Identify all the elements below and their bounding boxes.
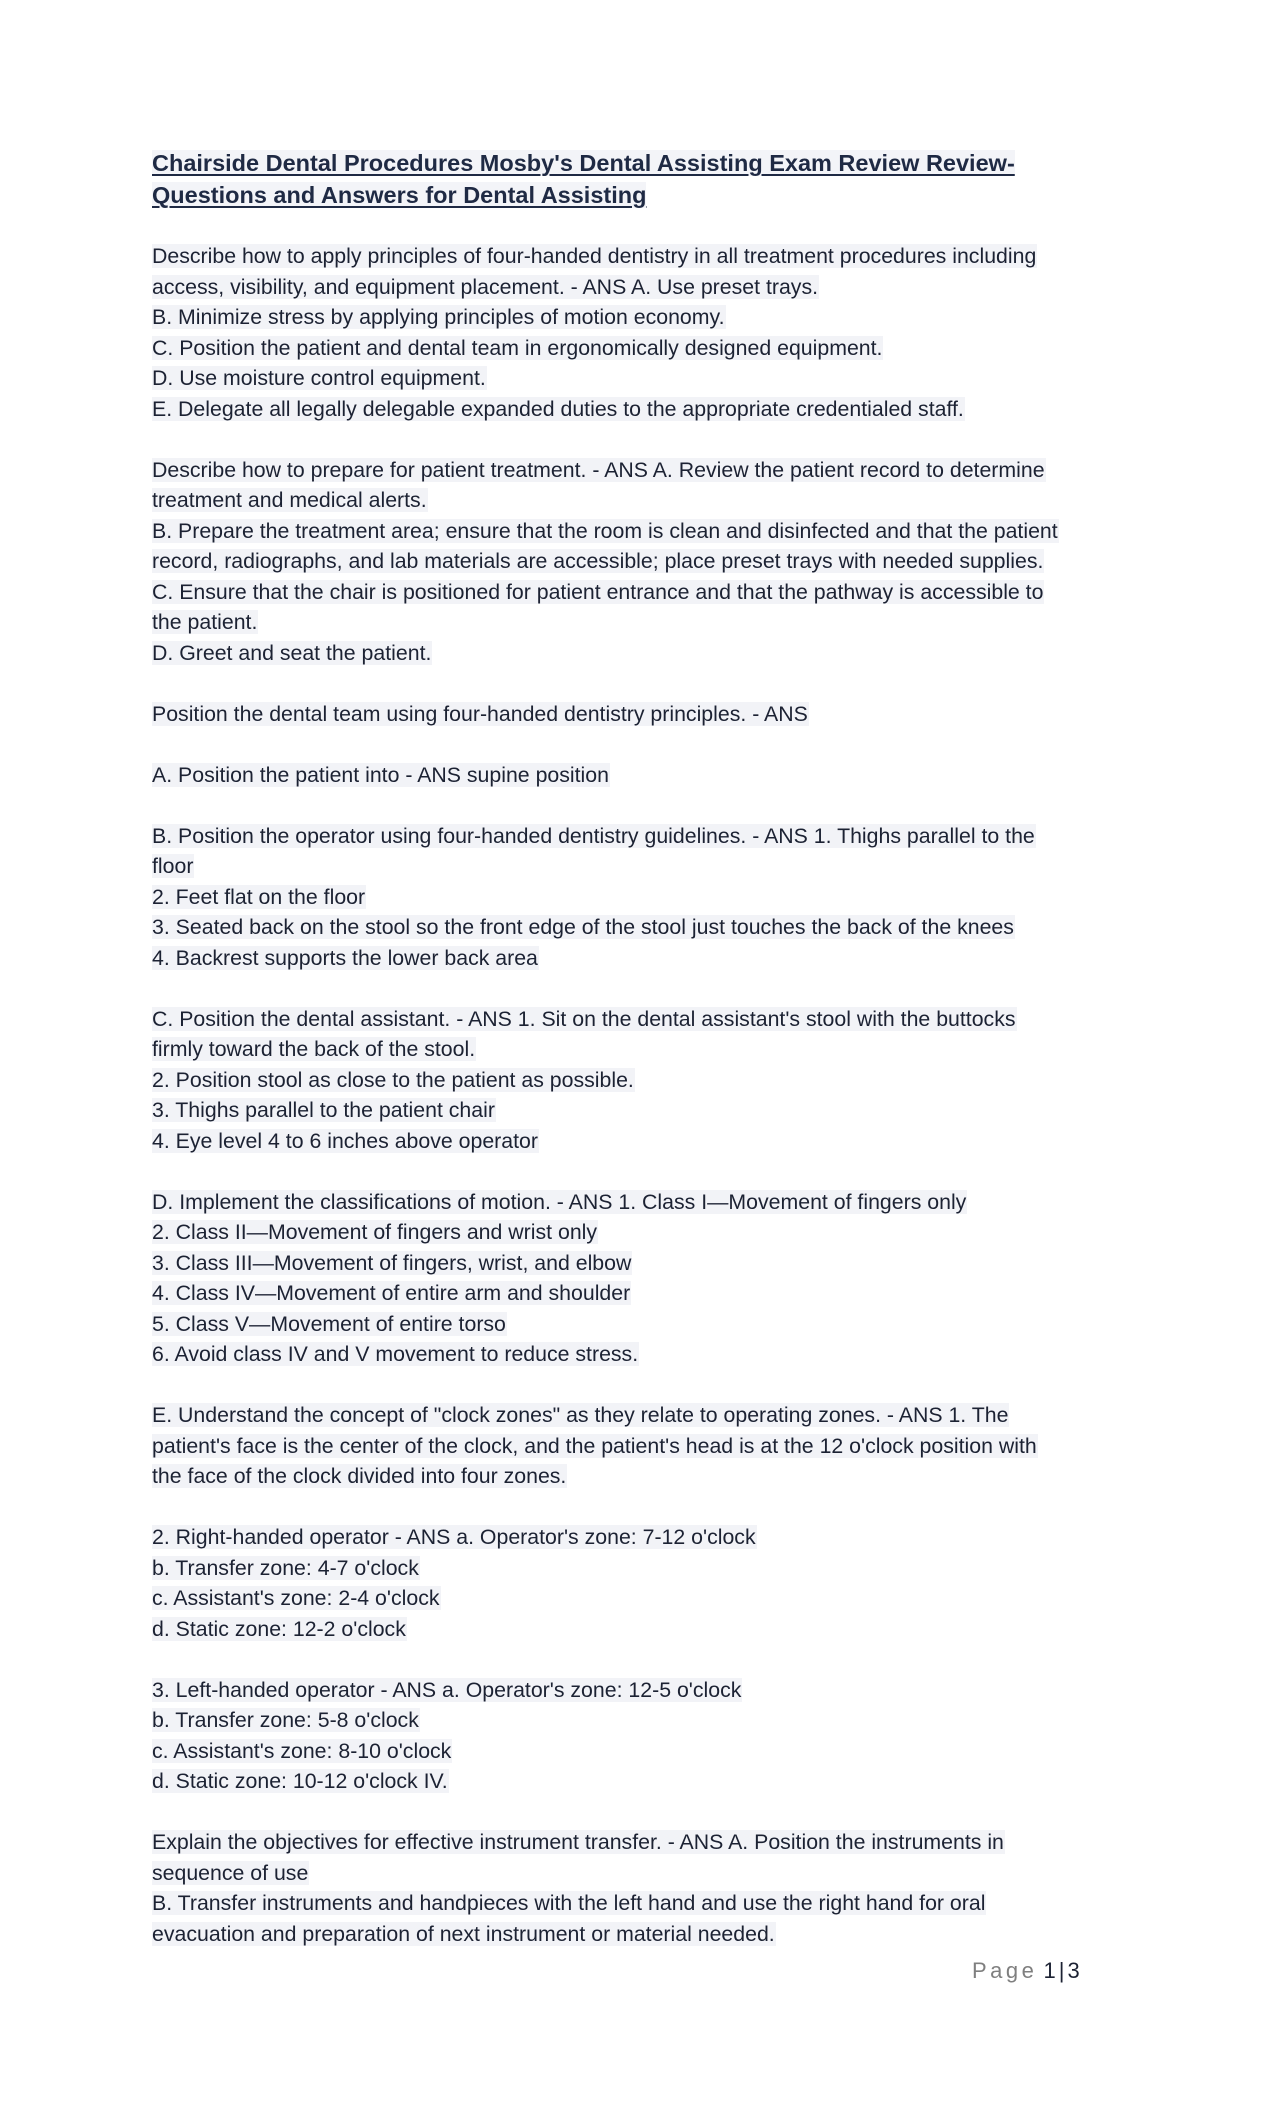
text-line bbox=[152, 1217, 1152, 1248]
text-line-content: Describe how to apply principles of four-handed dentistry in all treatment procedures including bbox=[152, 244, 1037, 268]
text-line-content: B. Minimize stress by applying principles of motion economy. bbox=[152, 305, 725, 329]
text-line bbox=[152, 699, 1152, 730]
text-line-content: A. Position the patient into - ANS supine position bbox=[152, 762, 609, 787]
text-line bbox=[152, 1919, 1152, 1950]
text-line bbox=[152, 516, 1152, 547]
text-line-content: access, visibility, and equipment placement. - ANS A. Use preset trays. bbox=[152, 274, 819, 299]
text-line-content: D. Greet and seat the patient. bbox=[152, 640, 432, 665]
text-line bbox=[152, 1705, 1152, 1736]
qa-block bbox=[152, 455, 1152, 669]
text-line-content: 6. Avoid class IV and V movement to reduce stress. bbox=[152, 1342, 639, 1366]
text-line bbox=[152, 241, 1152, 272]
text-line bbox=[152, 943, 1152, 974]
text-line-content: C. Ensure that the chair is positioned for patient entrance and that the pathway is accessible to bbox=[152, 579, 1044, 604]
title-line-1: Chairside Dental Procedures Mosby's Dental Assisting Exam Review Review- bbox=[152, 150, 1015, 176]
text-line-content: C. Position the dental assistant. - ANS 1. Sit on the dental assistant's stool with the buttocks bbox=[152, 1006, 1016, 1031]
text-line bbox=[152, 1827, 1152, 1858]
text-line-content: c. Assistant's zone: 8-10 o'clock bbox=[152, 1738, 452, 1763]
document-title bbox=[152, 148, 1152, 211]
text-line bbox=[152, 1034, 1152, 1065]
text-line bbox=[152, 1888, 1152, 1919]
text-line-content: b. Transfer zone: 5-8 o'clock bbox=[152, 1708, 419, 1732]
text-line-content: B. Position the operator using four-handed dentistry guidelines. - ANS 1. Thighs parallel to the bbox=[152, 823, 1035, 848]
text-line-content: 2. Class II—Movement of fingers and wrist only bbox=[152, 1220, 598, 1244]
text-line bbox=[152, 1461, 1152, 1492]
qa-block bbox=[152, 1187, 1152, 1370]
text-line bbox=[152, 1095, 1152, 1126]
text-line bbox=[152, 394, 1152, 425]
text-line bbox=[152, 1278, 1152, 1309]
text-line-content: 4. Class IV—Movement of entire arm and shoulder bbox=[152, 1281, 631, 1305]
text-line bbox=[152, 485, 1152, 516]
qa-block bbox=[152, 760, 1152, 791]
text-line-content: 5. Class V—Movement of entire torso bbox=[152, 1311, 506, 1336]
qa-block bbox=[152, 1400, 1152, 1492]
text-line-content: C. Position the patient and dental team in ergonomically designed equipment. bbox=[152, 335, 883, 360]
text-line-content: B. Prepare the treatment area; ensure that the room is clean and disinfected and that the patient bbox=[152, 518, 1058, 543]
qa-block bbox=[152, 1004, 1152, 1157]
qa-block bbox=[152, 699, 1152, 730]
text-line-content: E. Delegate all legally delegable expanded duties to the appropriate credentialed staff. bbox=[152, 396, 964, 421]
text-line-content: evacuation and preparation of next instrument or material needed. bbox=[152, 1921, 775, 1946]
text-line-content: b. Transfer zone: 4-7 o'clock bbox=[152, 1555, 419, 1580]
qa-block bbox=[152, 821, 1152, 974]
text-line bbox=[152, 1736, 1152, 1767]
text-line bbox=[152, 882, 1152, 913]
text-line bbox=[152, 302, 1152, 333]
text-line bbox=[152, 1553, 1152, 1584]
text-line-content: floor bbox=[152, 854, 194, 878]
text-line-content: Describe how to prepare for patient treatment. - ANS A. Review the patient record to determine bbox=[152, 457, 1045, 482]
page-total: 3 bbox=[1067, 1958, 1080, 1983]
text-line bbox=[152, 363, 1152, 394]
text-line-content: 3. Class III—Movement of fingers, wrist, and elbow bbox=[152, 1250, 632, 1275]
text-line-content: patient's face is the center of the clock, and the patient's head is at the 12 o'clock position with bbox=[152, 1433, 1037, 1458]
text-line bbox=[152, 1675, 1152, 1706]
page-number: 1 bbox=[1043, 1958, 1056, 1983]
text-line bbox=[152, 638, 1152, 669]
text-line bbox=[152, 455, 1152, 486]
qa-block bbox=[152, 1827, 1152, 1949]
document-page bbox=[152, 148, 1152, 1980]
text-line bbox=[152, 1339, 1152, 1370]
page-footer bbox=[972, 1956, 1080, 1986]
text-line bbox=[152, 1248, 1152, 1279]
text-line-content: 3. Left-handed operator - ANS a. Operator's zone: 12-5 o'clock bbox=[152, 1677, 742, 1702]
page-separator: | bbox=[1058, 1958, 1065, 1983]
text-line-content: c. Assistant's zone: 2-4 o'clock bbox=[152, 1586, 440, 1610]
text-line bbox=[152, 1187, 1152, 1218]
text-line-content: D. Implement the classifications of motion. - ANS 1. Class I—Movement of fingers only bbox=[152, 1189, 967, 1214]
text-line bbox=[152, 333, 1152, 364]
text-line-content: 3. Thighs parallel to the patient chair bbox=[152, 1098, 495, 1122]
text-line-content: Explain the objectives for effective instrument transfer. - ANS A. Position the instruments in bbox=[152, 1830, 1004, 1854]
text-line bbox=[152, 912, 1152, 943]
text-line-content: D. Use moisture control equipment. bbox=[152, 366, 486, 390]
text-line-content: B. Transfer instruments and handpieces with the left hand and use the right hand for oral bbox=[152, 1891, 986, 1915]
text-line-content: 4. Eye level 4 to 6 inches above operator bbox=[152, 1128, 538, 1153]
text-line bbox=[152, 1400, 1152, 1431]
text-line bbox=[152, 1858, 1152, 1889]
text-line-content: firmly toward the back of the stool. bbox=[152, 1037, 476, 1061]
text-line-content: Position the dental team using four-handed dentistry principles. - ANS bbox=[152, 701, 808, 726]
text-line-content: E. Understand the concept of "clock zones" as they relate to operating zones. - ANS 1. The bbox=[152, 1403, 1009, 1427]
text-line bbox=[152, 1004, 1152, 1035]
title-line-2: Questions and Answers for Dental Assisting bbox=[152, 181, 647, 208]
text-line bbox=[152, 1766, 1152, 1797]
text-line-content: 3. Seated back on the stool so the front edge of the stool just touches the back of the knees bbox=[152, 915, 1014, 939]
text-line bbox=[152, 607, 1152, 638]
text-line-content: record, radiographs, and lab materials are accessible; place preset trays with needed supplies. bbox=[152, 549, 1044, 573]
text-line-content: d. Static zone: 10-12 o'clock IV. bbox=[152, 1769, 448, 1793]
document-body bbox=[152, 241, 1152, 1949]
text-line bbox=[152, 1309, 1152, 1340]
text-line bbox=[152, 577, 1152, 608]
text-line bbox=[152, 851, 1152, 882]
text-line-content: the face of the clock divided into four zones. bbox=[152, 1464, 567, 1488]
text-line bbox=[152, 1065, 1152, 1096]
text-line-content: the patient. bbox=[152, 610, 258, 634]
text-line bbox=[152, 1126, 1152, 1157]
qa-block bbox=[152, 241, 1152, 424]
text-line-content: 2. Position stool as close to the patient as possible. bbox=[152, 1067, 634, 1092]
qa-block bbox=[152, 1522, 1152, 1644]
text-line bbox=[152, 821, 1152, 852]
text-line bbox=[152, 1431, 1152, 1462]
text-line bbox=[152, 272, 1152, 303]
text-line bbox=[152, 760, 1152, 791]
page-label: Page bbox=[972, 1958, 1038, 1983]
text-line bbox=[152, 546, 1152, 577]
text-line-content: 4. Backrest supports the lower back area bbox=[152, 945, 538, 970]
text-line-content: treatment and medical alerts. bbox=[152, 488, 427, 512]
text-line bbox=[152, 1522, 1152, 1553]
text-line-content: d. Static zone: 12-2 o'clock bbox=[152, 1616, 406, 1641]
text-line-content: 2. Feet flat on the floor bbox=[152, 884, 366, 909]
text-line-content: 2. Right-handed operator - ANS a. Operator's zone: 7-12 o'clock bbox=[152, 1525, 756, 1549]
text-line-content: sequence of use bbox=[152, 1860, 309, 1885]
qa-block bbox=[152, 1675, 1152, 1797]
text-line bbox=[152, 1583, 1152, 1614]
text-line bbox=[152, 1614, 1152, 1645]
